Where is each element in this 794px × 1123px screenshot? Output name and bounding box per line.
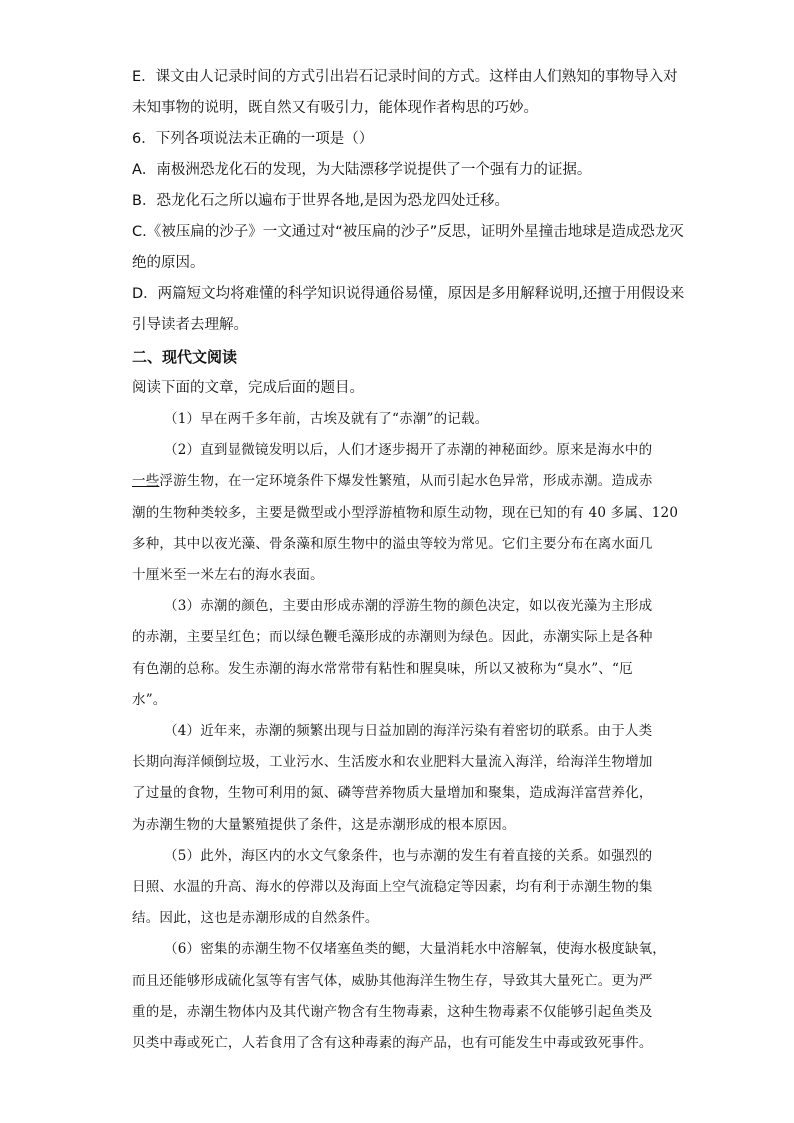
question-block xyxy=(132,62,685,341)
paragraph-line: 为赤潮生物的大量繁殖提供了条件，这是赤潮形成的根本原因。 xyxy=(132,816,516,833)
article-paragraph-2 xyxy=(132,435,679,591)
reading-instruction: 阅读下面的文章，完成后面的题目。 xyxy=(132,380,364,396)
paragraph-line xyxy=(132,466,676,497)
paragraph-line: 重的是，赤潮生物体内及其代谢产物含有生物毒素，这种生物毒素不仅能够引起鱼类及 xyxy=(132,1003,653,1020)
question-6-option-d-line-1: D．两篇短文均将难懂的科学知识说得通俗易懂，原因是多用解释说明,还擅于用假设来 xyxy=(132,286,685,302)
paragraph-line: （6）密集的赤潮生物不仅堵塞鱼类的鳃，大量消耗水中溶解氧，使海水极度缺氧， xyxy=(164,941,666,958)
article-paragraph-4 xyxy=(132,716,676,841)
question-6-option-c-line-1: C.《被压扁的沙子》一文通过对“被压扁的沙子”反思，证明外星撞击地球是造成恐龙灭 xyxy=(132,224,684,240)
question-6-option-b: B．恐龙化石之所以遍布于世界各地,是因为恐龙四处迁移。 xyxy=(132,193,510,209)
paragraph-line: 了过量的食物，生物可利用的氮、磷等营养物质大量增加和聚集，造成海洋富营养化， xyxy=(132,785,653,802)
paragraph-line: 多种，其中以夜光藻、骨条藻和原生物中的溢虫等较为常见。它们主要分布在离水面几 xyxy=(132,535,653,552)
article-body xyxy=(132,404,679,1059)
paragraph-line: （2）直到显微镜发明以后，人们才逐步揭开了赤潮的神秘面纱。原来是海水中的 xyxy=(164,442,653,459)
article-paragraph-3 xyxy=(132,591,676,716)
paragraph-line: （4）近年来，赤潮的频繁出现与日益加剧的海洋污染有着密切的联系。由于人类 xyxy=(164,723,653,740)
paragraph-line-rest: 浮游生物，在一定环境条件下爆发性繁殖，从而引起水色异常，形成赤潮。造成赤 xyxy=(159,473,653,490)
paragraph-line: 结。因此，这也是赤潮形成的自然条件。 xyxy=(132,910,379,927)
question-6-option-d-line-2: 引导读者去理解。 xyxy=(132,317,248,333)
option-e-line-2: 未知事物的说明，既自然又有吸引力，能体现作者构思的巧妙。 xyxy=(132,100,538,116)
paragraph-line: 长期向海洋倾倒垃圾，工业污水、生活废水和农业肥料大量流入海洋，给海洋生物增加 xyxy=(132,754,653,771)
paragraph-line: 潮的生物种类较多，主要是微型或小型浮游植物和原生动物，现在已知的有 40 多属、120 xyxy=(132,504,679,521)
paragraph-line: （5）此外，海区内的水文气象条件，也与赤潮的发生有着直接的关系。如强烈的 xyxy=(164,847,653,864)
article-paragraph-6 xyxy=(132,934,676,1059)
paragraph-line: （1）早在两千多年前，古埃及就有了“赤潮”的记载。 xyxy=(164,411,489,427)
underlined-phrase: 一些 xyxy=(132,473,160,490)
paragraph-line: 贝类中毒或死亡，人若食用了含有这种毒素的海产品，也有可能发生中毒或致死事件。 xyxy=(132,1035,653,1052)
paragraph-line: 水”。 xyxy=(132,691,167,708)
question-6-stem: 6．下列各项说法未正确的一项是（） xyxy=(132,131,374,147)
article-paragraph-1 xyxy=(132,404,676,435)
paragraph-line: 有色潮的总称。发生赤潮的海水常常带有粘性和腥臭味，所以又被称为“臭水”、“厄 xyxy=(132,660,633,677)
paragraph-line: 日照、水温的升高、海水的停滞以及海面上空气流稳定等因素，均有利于赤潮生物的集 xyxy=(132,879,653,896)
paragraph-line: （3）赤潮的颜色，主要由形成赤潮的浮游生物的颜色决定，如以夜光藻为主形成 xyxy=(164,598,653,615)
question-6-option-c-line-2: 绝的原因。 xyxy=(132,255,205,271)
article-paragraph-5 xyxy=(132,841,676,935)
paragraph-line: 的赤潮，主要呈红色；而以绿色鞭毛藻形成的赤潮则为绿色。因此，赤潮实际上是各种 xyxy=(132,629,653,646)
section-heading: 二、现代文阅读 xyxy=(132,348,238,366)
paragraph-line: 而且还能够形成硫化氢等有害气体，威胁其他海洋生物生存，导致其大量死亡。更为严 xyxy=(132,972,653,989)
option-e-line-1: E．课文由人记录时间的方式引出岩石记录时间的方式。这样由人们熟知的事物导入对 xyxy=(132,69,678,85)
question-6-option-a: A．南极洲恐龙化石的发现，为大陆漂移学说提供了一个强有力的证据。 xyxy=(132,162,592,178)
paragraph-line: 十厘米至一米左右的海水表面。 xyxy=(132,567,324,584)
